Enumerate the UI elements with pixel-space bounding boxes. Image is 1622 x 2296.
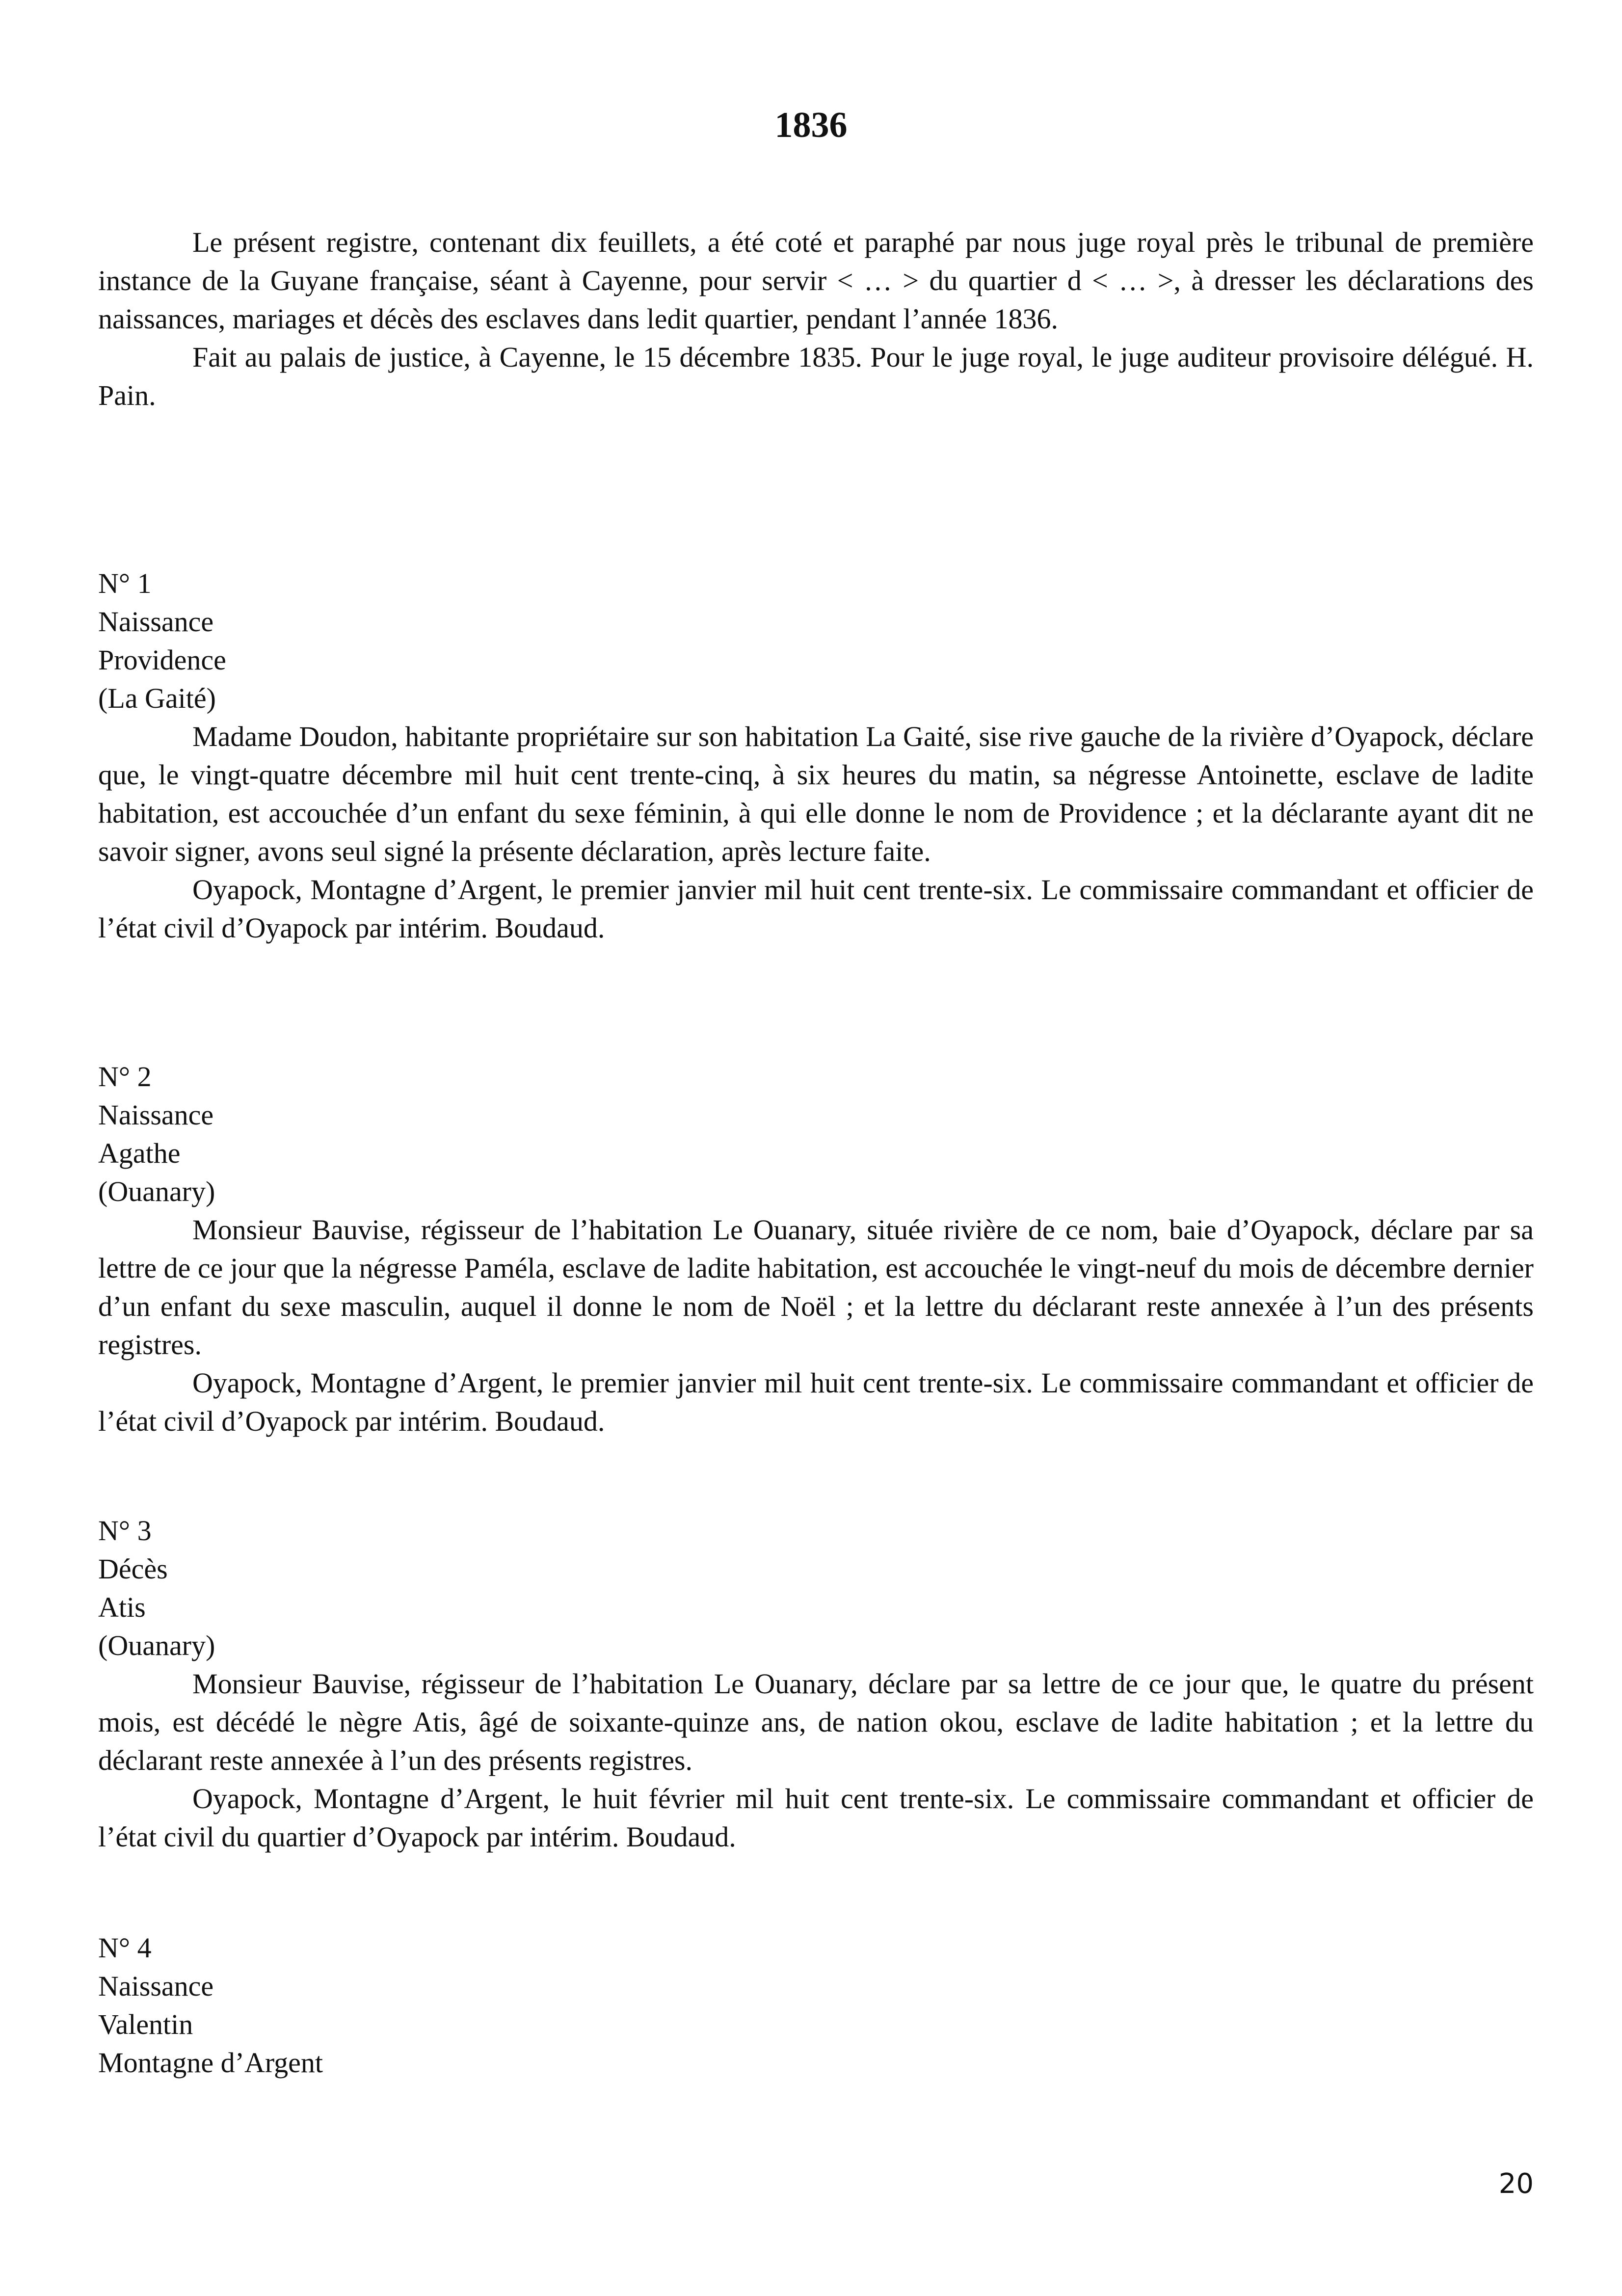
entry-declaration: Monsieur Bauvise, régisseur de l’habitation Le Ouanary, déclare par sa lettre de ce jour que, le quatre du présent mois, est décédé le nègre Atis, âgé de soixante-quinze ans, de nation okou, esclave de ladite habitation ; et la lettre du déclarant reste annexée à l’un des présents registres.	[98, 1668, 1534, 1776]
entry-name: Agathe	[98, 1137, 181, 1169]
entry-name: Valentin	[98, 2008, 193, 2040]
entry-place: (La Gaité)	[98, 682, 216, 714]
register-entry-2	[98, 1058, 1534, 1441]
entry-declaration: Monsieur Bauvise, régisseur de l’habitation Le Ouanary, située rivière de ce nom, baie d’Oyapock, déclare par sa lettre de ce jour que la négresse Paméla, esclave de ladite habitation, est accouchée le vingt-neuf du mois de décembre dernier d’un enfant du sexe masculin, auquel il donne le nom de Noël ; et la lettre du déclarant reste annexée à l’un des présents registres.	[98, 1214, 1534, 1361]
entry-name: Providence	[98, 644, 226, 676]
entry-number: N° 1	[98, 567, 152, 599]
entry-number: N° 3	[98, 1515, 152, 1547]
page-title: 1836	[774, 105, 848, 145]
entry-closing: Oyapock, Montagne d’Argent, le premier janvier mil huit cent trente-six. Le commissaire commandant et officier de l’état civil d’Oyapock par intérim. Boudaud.	[98, 874, 1534, 944]
entry-type: Décès	[98, 1553, 168, 1585]
preamble	[98, 223, 1534, 415]
entry-type: Naissance	[98, 1970, 214, 2002]
entry-number: N° 4	[98, 1932, 152, 1964]
entry-declaration: Madame Doudon, habitante propriétaire sur son habitation La Gaité, sise rive gauche de la rivière d’Oyapock, déclare que, le vingt-quatre décembre mil huit cent trente-cinq, à six heures du matin, sa négresse Antoinette, esclave de ladite habitation, est accouchée d’un enfant du sexe féminin, à qui elle donne le nom de Providence ; et la déclarante ayant dit ne savoir signer, avons seul signé la présente déclaration, après lecture faite.	[98, 721, 1534, 867]
entry-place: Montagne d’Argent	[98, 2047, 323, 2079]
register-entry-3	[98, 1512, 1534, 1856]
entry-closing: Oyapock, Montagne d’Argent, le premier janvier mil huit cent trente-six. Le commissaire commandant et officier de l’état civil d’Oyapock par intérim. Boudaud.	[98, 1367, 1534, 1437]
page-number: 20	[1498, 2168, 1534, 2200]
preamble-paragraph-2: Fait au palais de justice, à Cayenne, le 15 décembre 1835. Pour le juge royal, le juge auditeur provisoire délégué. H. Pain.	[98, 341, 1534, 411]
entry-closing: Oyapock, Montagne d’Argent, le huit février mil huit cent trente-six. Le commissaire commandant et officier de l’état civil du quartier d’Oyapock par intérim. Boudaud.	[98, 1783, 1534, 1853]
preamble-paragraph-1: Le présent registre, contenant dix feuillets, a été coté et paraphé par nous juge royal près le tribunal de première instance de la Guyane française, séant à Cayenne, pour servir < … > du quartier d < … >, à dresser les déclarations des naissances, mariages et décès des esclaves dans ledit quartier, pendant l’année 1836.	[98, 226, 1534, 335]
entry-place: (Ouanary)	[98, 1629, 215, 1661]
entry-type: Naissance	[98, 606, 214, 638]
entry-type: Naissance	[98, 1099, 214, 1131]
entry-number: N° 2	[98, 1061, 152, 1093]
register-entry-1	[98, 564, 1534, 947]
register-entry-4	[98, 1929, 1534, 2082]
entry-name: Atis	[98, 1591, 146, 1623]
entry-place: (Ouanary)	[98, 1175, 215, 1207]
